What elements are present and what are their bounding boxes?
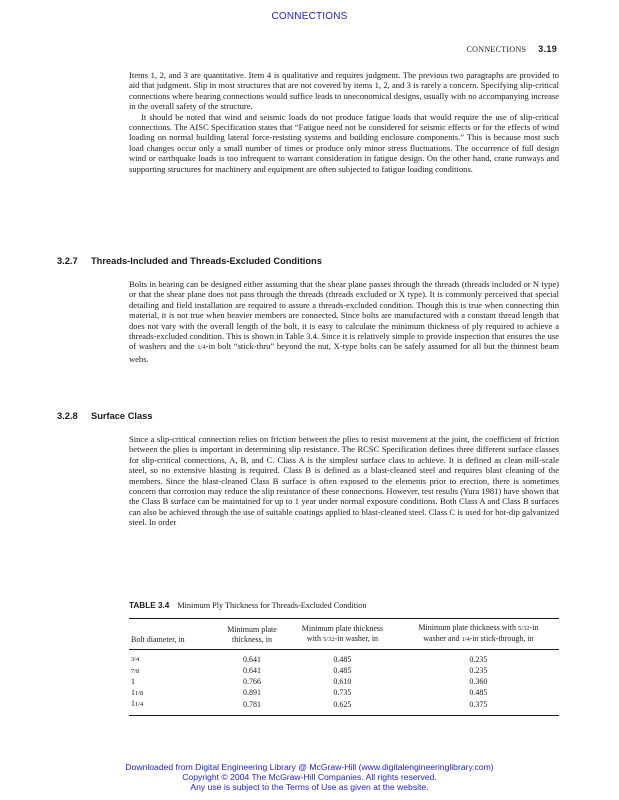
- cell-with-stick-through: 0.485: [469, 688, 488, 698]
- fraction: 5/32: [517, 625, 530, 632]
- running-title: CONNECTIONS: [466, 45, 527, 54]
- header-line: washer and: [423, 634, 462, 643]
- diameter-value: 7/8: [131, 667, 140, 675]
- header-with-stick-through: [398, 619, 559, 650]
- cell-with-stick-through: 0.375: [469, 699, 488, 709]
- cell-with-washer: 0.735: [333, 688, 352, 698]
- diameter-value: 11/8: [131, 687, 144, 697]
- cell-with-washer: 0.485: [333, 666, 352, 676]
- cell-bolt-diameter: [129, 650, 217, 666]
- section-3-2-7-text: [129, 279, 559, 364]
- cell-bolt-diameter: [129, 666, 217, 678]
- fraction: 1/4: [197, 344, 206, 352]
- intro-paragraph-1: Items 1, 2, and 3 are quantitative. Item 4 is qualitative and requires judgment. The previous two paragraphs are provided to aid that judgment. Slip in most structures that are not covered by items 1, 2, and 3 is rarely a concern. Specifying slip-critical connections where bearing connections would suffice leads to uneconomical designs, usually with no accompanying increase in the overall safety of the structure.: [129, 70, 559, 112]
- cell-min-thickness: 0.641: [243, 654, 261, 664]
- fraction: 1/4: [461, 636, 470, 643]
- header-line: with: [306, 634, 324, 643]
- header-line: -in washer, in: [334, 634, 379, 643]
- cell-bolt-diameter: [129, 677, 217, 688]
- cell-min-thickness: 0.641: [243, 666, 261, 676]
- paragraph-text: -in bolt “stick-thru” beyond the nut, X-type bolts can be safely assumed for all but the thinnest beam webs.: [129, 341, 560, 364]
- cell-bolt-diameter: [129, 699, 217, 715]
- table-label: TABLE 3.4: [129, 601, 170, 610]
- header-line: -in stick-through, in: [469, 634, 534, 643]
- diameter-value: 11/4: [131, 699, 144, 709]
- cell-min-thickness: 0.766: [243, 677, 261, 687]
- table-row: [129, 677, 559, 688]
- section-title: Surface Class: [91, 411, 153, 421]
- table-caption: [129, 601, 366, 610]
- diameter-value: 3/4: [131, 656, 140, 663]
- header-line: -in: [529, 623, 539, 632]
- table-row: [129, 650, 559, 666]
- paragraph-text: Bolts in bearing can be designed either assuming that the shear plane passes through the threads (threads included or N type) or that the shear plane does not pass through the threads (threads excluded or X type). It is commonly perceived that special detailing and field installation are required to assure a threads-excluded condition. Though this is true when connecting thin material, it is not true when heavier members are connected. Since bolts are manufactured with a constant thread length that does not vary with the overall length of the bolt, it is easy to calculate the minimum thickness of ply required to achieve a threads-excluded condition. This is shown in Table 3.4. Since it is relatively simple to provide inspection that ensures the use of washers and the: [129, 279, 559, 352]
- cell-with-stick-through: 0.235: [469, 654, 488, 664]
- header-min-plate-thickness: [217, 619, 287, 650]
- section-title: Threads-Included and Threads-Excluded Conditions: [91, 256, 322, 266]
- footer-copyright-link[interactable]: Copyright © 2004 The McGraw-Hill Companies. All rights reserved.: [182, 771, 437, 782]
- diameter-value: 1: [131, 677, 135, 687]
- cell-bolt-diameter: [129, 688, 217, 700]
- section-3-2-8-text: [129, 434, 559, 528]
- table-row: [129, 666, 559, 678]
- section-number: 3.2.7: [57, 256, 78, 266]
- section-3-2-8-heading: [57, 411, 153, 421]
- table-title: Minimum Ply Thickness for Threads-Excluded Condition: [177, 601, 367, 610]
- cell-with-washer: 0.610: [333, 677, 352, 687]
- cell-with-washer: 0.485: [333, 654, 352, 664]
- section-3-2-7-heading: [57, 256, 322, 266]
- running-head: [467, 44, 557, 54]
- intro-paragraph-2: It should be noted that wind and seismic loads do not produce fatigue loads that would require the use of slip-critical connections. The AISC Specification states that “Fatigue need not be considered for seismic effects or for the effects of wind loading on normal building lateral force-resisting systems and building enclosure components.” This is because most such load changes occur only a small number of times or produce only minor stress fluctuations. The occurrence of full design wind or earthquake loads is too infrequent to warrant consideration in fatigue design. On the other hand, crane runways and supporting structures for machinery and equipment are often subjected to fatigue loading conditions.: [129, 111, 559, 174]
- header-line: thickness, in: [232, 635, 272, 644]
- page-number: 3.19: [538, 44, 557, 54]
- header-bolt-diameter: Bolt diameter, in: [129, 619, 217, 650]
- ply-thickness-table: [129, 618, 559, 716]
- header-line: Minimum plate thickness: [301, 624, 384, 633]
- table-header-row: [129, 619, 559, 650]
- cell-with-stick-through: 0.360: [469, 677, 488, 687]
- fraction: 5/32: [323, 636, 335, 643]
- cell-min-thickness: 0.891: [243, 688, 261, 698]
- header-line: Minimum plate thickness with: [418, 623, 518, 632]
- download-footer: [0, 763, 619, 792]
- table-row: [129, 699, 559, 715]
- header-line: Minimum plate: [227, 625, 277, 634]
- footer-download-link[interactable]: Downloaded from Digital Engineering Library @ McGraw-Hill (www.digitalengineeringlibrary.com): [125, 762, 494, 772]
- footer-terms-link[interactable]: Any use is subject to the Terms of Use as given at the website.: [190, 781, 429, 792]
- cell-with-washer: 0.625: [333, 699, 352, 709]
- table-row: [129, 688, 559, 700]
- cell-with-stick-through: 0.235: [469, 666, 488, 676]
- section-3-2-8-paragraph: Since a slip-critical connection relies on friction between the plies to resist movement at the joint, the coefficient of friction between the plies is important in determining slip resistance. The RCSC Specification defines three different surface classes for slip-critical connections, A, B, and C. Class A is the simplest surface class to achieve. It is defined as clean mill-scale steel, so no extensive blasting is required. Class B is defined as a blast-cleaned steel and requires blast cleaning of the members. Since the blast-cleaned Class B surface is often exposed to the elements prior to erection, there is sometimes concern that corrosion may reduce the slip resistance of these connections. However, test results (Yura 1981) have shown that the Class B surface can be maintained for up to 1 year under normal exposure conditions. Both Class A and Class B surfaces can also be achieved through the use of suitable coatings applied to blast-cleaned steel. Class C is used for hot-dip galvanized steel. In order: [129, 434, 559, 528]
- header-with-washer: [287, 619, 398, 650]
- section-3-2-7-paragraph: [129, 279, 559, 364]
- cell-min-thickness: 0.781: [243, 699, 261, 709]
- section-number: 3.2.8: [57, 411, 78, 421]
- intro-text: [129, 70, 559, 174]
- top-link-connections[interactable]: CONNECTIONS: [271, 11, 348, 22]
